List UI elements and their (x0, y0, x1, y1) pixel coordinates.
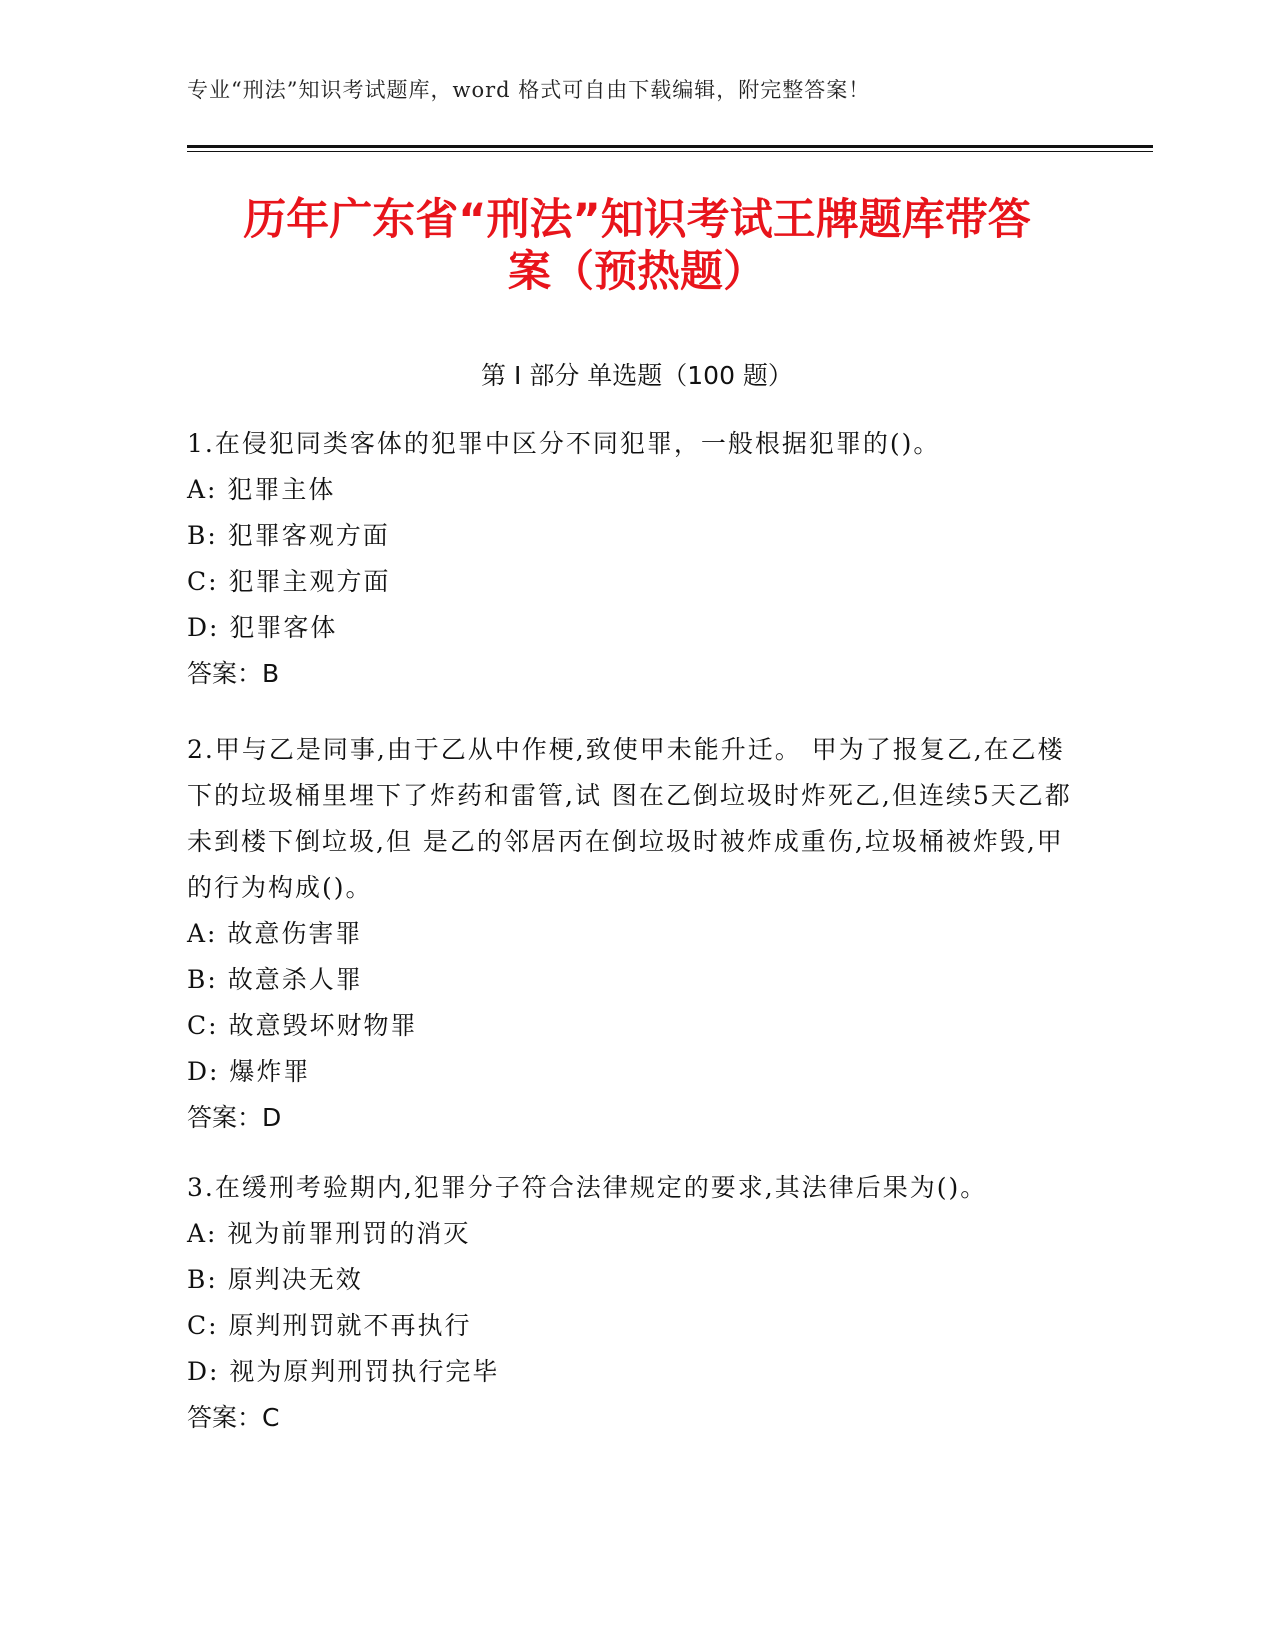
option-b: B: 故意杀人罪 (187, 965, 363, 994)
answer: 答案：C (187, 1403, 280, 1432)
document-title (187, 194, 1087, 298)
title-line-2: 案（预热题） (508, 247, 766, 297)
option-b: B: 犯罪客观方面 (187, 521, 390, 550)
question-stem: 1.在侵犯同类客体的犯罪中区分不同犯罪，一般根据犯罪的()。 (187, 429, 941, 458)
option-a: A: 犯罪主体 (187, 475, 336, 504)
header-rule-thick (187, 145, 1153, 148)
option-a: A: 视为前罪刑罚的消灭 (187, 1219, 471, 1248)
option-d: D: 犯罪客体 (187, 613, 338, 642)
answer: 答案：B (187, 659, 280, 688)
option-c: C: 原判刑罚就不再执行 (187, 1311, 472, 1340)
header-rule-thin (187, 151, 1153, 152)
question-1 (187, 421, 1087, 697)
answer: 答案：D (187, 1103, 282, 1132)
header-note: 专业“刑法”知识考试题库，word 格式可自由下载编辑，附完整答案！ (187, 78, 871, 102)
question-stem: 3.在缓刑考验期内,犯罪分子符合法律规定的要求,其法律后果为()。 (187, 1173, 988, 1202)
question-2 (187, 727, 1087, 1141)
title-line-1: 历年广东省“刑法”知识考试王牌题库带答 (243, 195, 1031, 245)
section-title: 第 I 部分 单选题（100 题） (481, 361, 793, 390)
option-c: C: 犯罪主观方面 (187, 567, 391, 596)
option-b: B: 原判决无效 (187, 1265, 363, 1294)
option-d: D: 视为原判刑罚执行完毕 (187, 1357, 500, 1386)
option-c: C: 故意毁坏财物罪 (187, 1011, 418, 1040)
option-d: D: 爆炸罪 (187, 1057, 311, 1086)
option-a: A: 故意伤害罪 (187, 919, 363, 948)
question-3 (187, 1165, 1087, 1441)
question-stem: 2.甲与乙是同事,由于乙从中作梗,致使甲未能升迁。 甲为了报复乙,在乙楼下的垃圾桶里埋下了炸药和雷管,试 图在乙倒垃圾时炸死乙,但连续5天乙都未到楼下倒垃圾,但 是乙的邻居丙在倒垃圾时被炸成重伤,垃圾桶被炸毁,甲的行为构成()。 (187, 735, 1072, 902)
